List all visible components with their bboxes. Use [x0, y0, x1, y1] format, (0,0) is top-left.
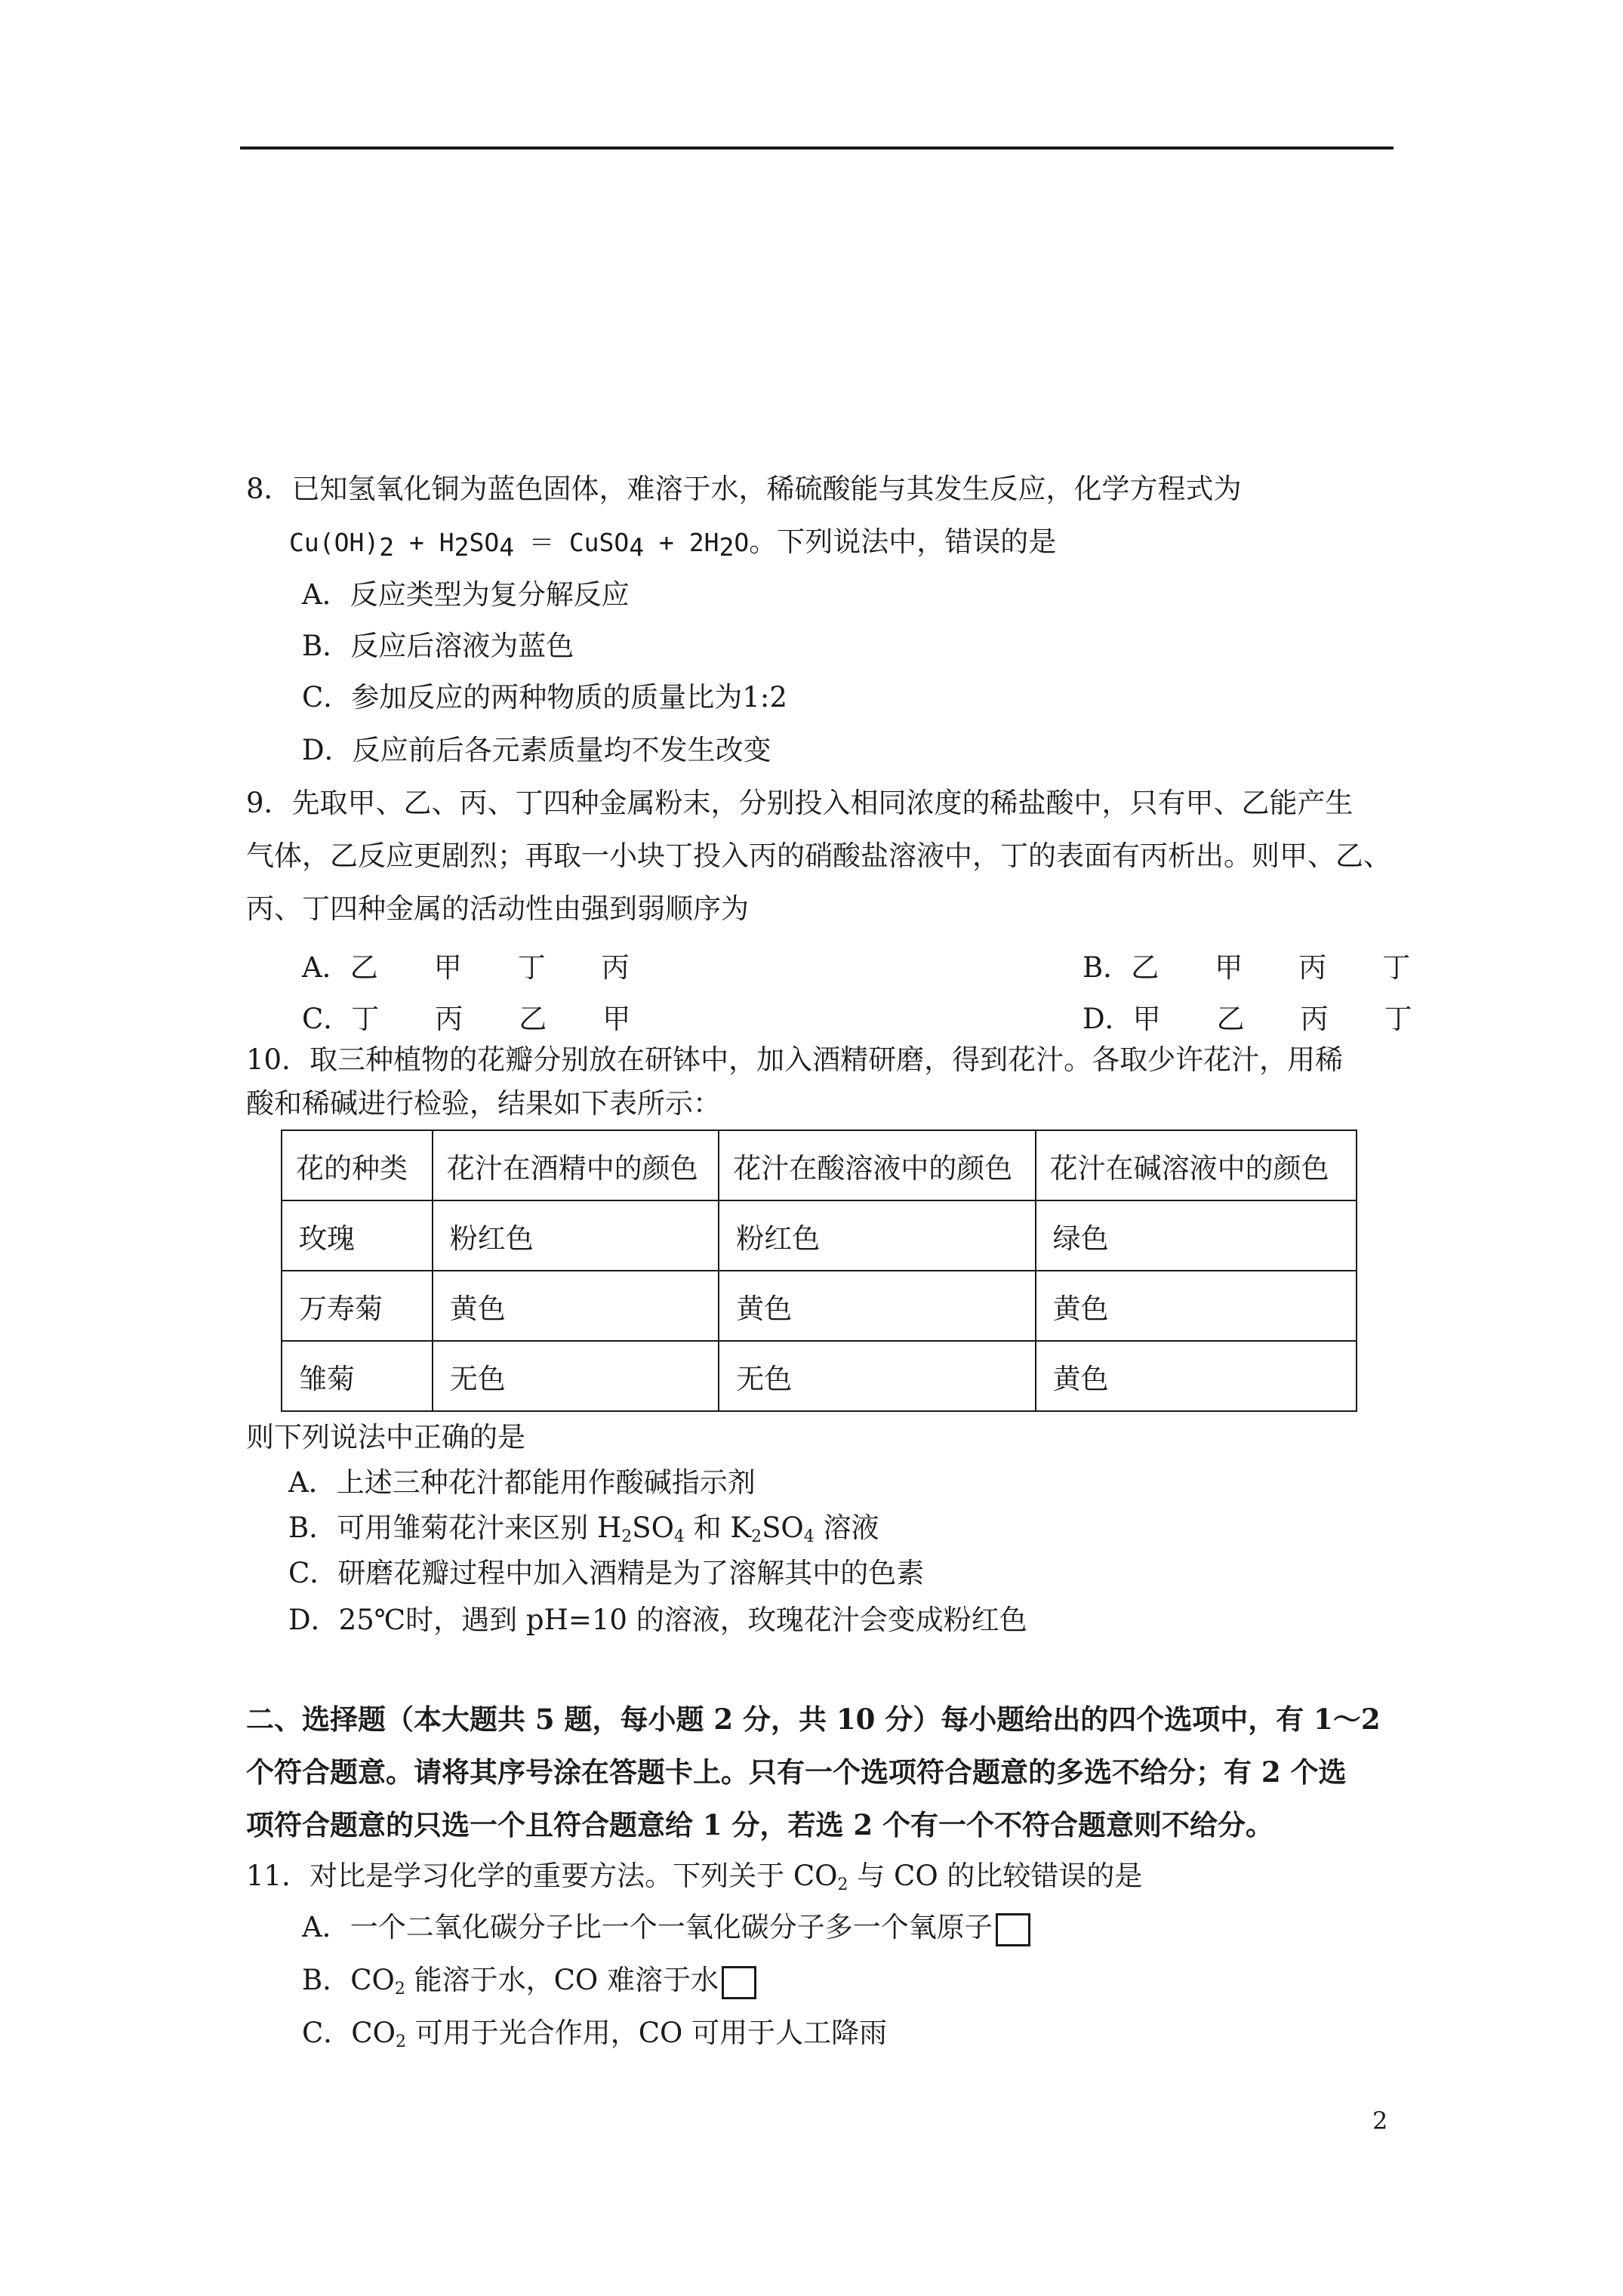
- table-row: [282, 1271, 1357, 1341]
- q9-option-b: B．乙 甲 丙 丁: [1083, 951, 1411, 984]
- q8-option-b: B．反应后溶液为蓝色: [302, 630, 574, 662]
- q8-option-d: D．反应前后各元素质量均不发生改变: [302, 734, 771, 766]
- section2-instruction-line1: 二、选择题（本大题共 5 题，每小题 2 分，共 10 分）每小题给出的四个选项中，有 1～2: [246, 1703, 1381, 1736]
- q9-stem-line1: 9．先取甲、乙、丙、丁四种金属粉末，分别投入相同浓度的稀盐酸中，只有甲、乙能产生: [246, 787, 1354, 819]
- section2-instruction-line3: 项符合题意的只选一个且符合题意给 1 分，若选 2 个有一个不符合题意则不给分。: [246, 1808, 1274, 1841]
- q9-option-c: C．丁 丙 乙 甲: [302, 1003, 631, 1035]
- table-header-cell: 花汁在碱溶液中的颜色: [1036, 1130, 1357, 1200]
- q9-option-d: D．甲 乙 丙 丁: [1083, 1003, 1412, 1035]
- q8-equation-line: $Cu(OH)_2 + H_2SO_4$ ＝ CuSO$_4$ + $2H_2O$。下列说法中，错误的是: [289, 525, 1057, 562]
- q10-option-b: B．可用雏菊花汁来区别 $H_2SO_4$ 和 $K_2SO_4$ 溶液: [288, 1512, 879, 1546]
- table-cell: 无色: [433, 1341, 719, 1411]
- q9-stem-line2: 气体，乙反应更剧烈；再取一小块丁投入丙的硝酸盐溶液中，丁的表面有丙析出。则甲、乙、: [246, 840, 1391, 872]
- q10-option-d: D．25℃时，遇到 pH=10 的溶液，玫瑰花汁会变成粉红色: [288, 1604, 1027, 1636]
- table-cell: 黄色: [1036, 1341, 1357, 1411]
- table-cell: 无色: [719, 1341, 1035, 1411]
- header-rule: [240, 146, 1394, 149]
- answer-box: [722, 1966, 756, 1999]
- q11-option-c: C．$CO_2$ 可用于光合作用，CO 可用于人工降雨: [302, 2017, 888, 2051]
- flower-color-table: [281, 1130, 1357, 1412]
- q10-option-c: C．研磨花瓣过程中加入酒精是为了溶解其中的色素: [288, 1557, 925, 1589]
- table-cell: 黄色: [1036, 1271, 1357, 1341]
- table-cell: 黄色: [433, 1271, 719, 1341]
- q8-option-c: C．参加反应的两种物质的质量比为1:2: [302, 681, 787, 713]
- q10-stem-line2: 酸和稀碱进行检验，结果如下表所示：: [246, 1087, 721, 1120]
- q11-stem: 11．对比是学习化学的重要方法。下列关于 $CO_2$ 与 CO 的比较错误的是: [246, 1860, 1143, 1894]
- table-cell: 万寿菊: [282, 1271, 433, 1341]
- page-number: 2: [1372, 2106, 1388, 2135]
- q10-after-table: 则下列说法中正确的是: [246, 1421, 525, 1453]
- q11-option-b: B．$CO_2$ 能溶于水，CO 难溶于水: [302, 1962, 756, 1999]
- table-cell: 玫瑰: [282, 1200, 433, 1271]
- q10-option-a: A．上述三种花汁都能用作酸碱指示剂: [288, 1466, 756, 1499]
- table-cell: 雏菊: [282, 1341, 433, 1411]
- q10-stem-line1: 10．取三种植物的花瓣分别放在研钵中，加入酒精研磨，得到花汁。各取少许花汁，用稀: [246, 1043, 1344, 1076]
- q9-option-a: A．乙 甲 丁 丙: [302, 951, 630, 984]
- section2-instruction-line2: 个符合题意。请将其序号涂在答题卡上。只有一个选项符合题意的多选不给分；有 2 个选: [246, 1755, 1347, 1789]
- q8-option-a: A．反应类型为复分解反应: [302, 578, 630, 611]
- table-cell: 黄色: [719, 1271, 1035, 1341]
- q11-option-a: A．一个二氧化碳分子比一个一氧化碳分子多一个氧原子: [302, 1909, 1030, 1946]
- table-cell: 粉红色: [719, 1200, 1035, 1271]
- table-row: [282, 1341, 1357, 1411]
- table-cell: 绿色: [1036, 1200, 1357, 1271]
- q9-stem-line3: 丙、丁四种金属的活动性由强到弱顺序为: [246, 892, 749, 925]
- q8-stem-line1: 8．已知氢氧化铜为蓝色固体，难溶于水，稀硫酸能与其发生反应，化学方程式为: [246, 473, 1242, 505]
- table-header-row: [282, 1130, 1357, 1200]
- table-row: [282, 1200, 1357, 1271]
- table-header-cell: 花汁在酸溶液中的颜色: [719, 1130, 1035, 1200]
- table-header-cell: 花的种类: [282, 1130, 433, 1200]
- table-header-cell: 花汁在酒精中的颜色: [433, 1130, 719, 1200]
- table-cell: 粉红色: [433, 1200, 719, 1271]
- answer-box: [996, 1913, 1030, 1946]
